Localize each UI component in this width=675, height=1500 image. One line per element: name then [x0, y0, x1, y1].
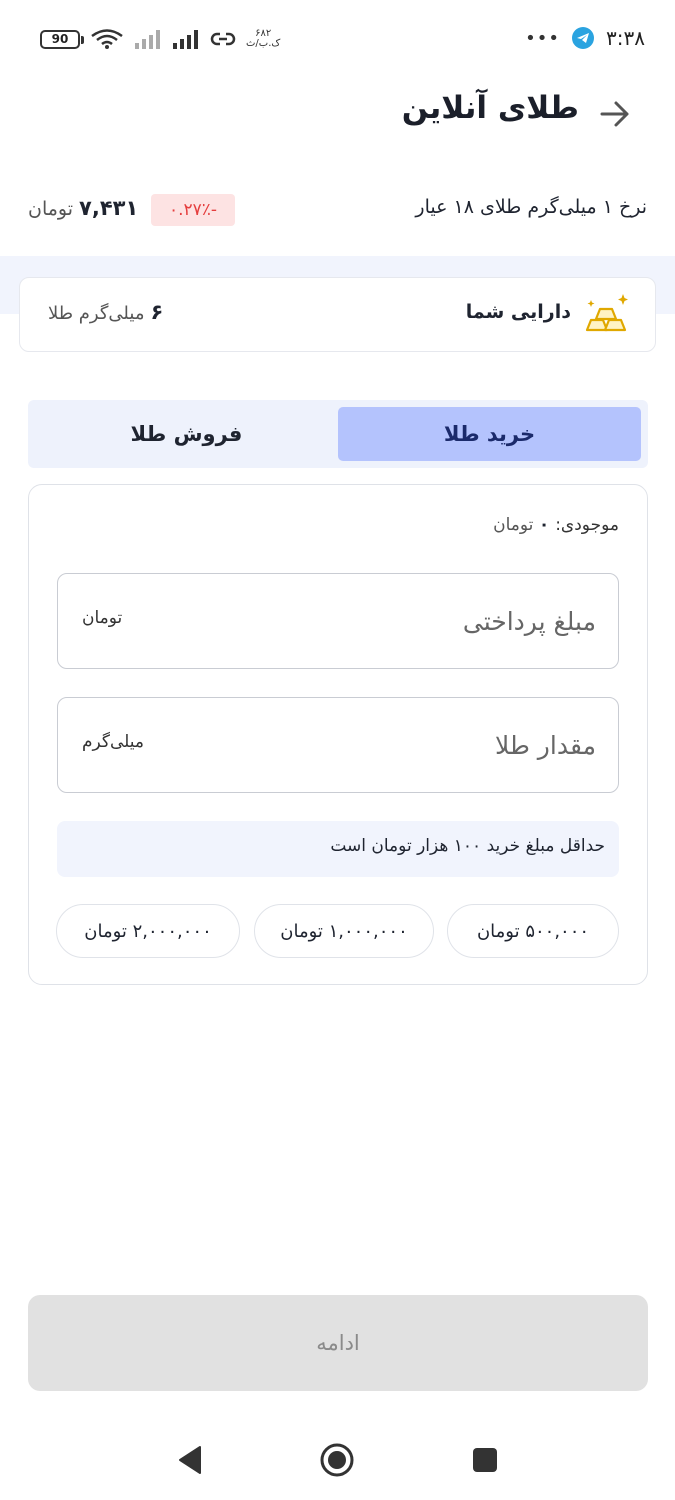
vpn-link-icon	[210, 29, 236, 49]
rate-label: نرخ ۱ میلی‌گرم طلای ۱۸ عیار	[415, 196, 647, 218]
balance-value-group	[493, 515, 549, 535]
circle-home-icon	[319, 1442, 355, 1478]
rate-amount: ۷,۴۳۱	[79, 196, 139, 220]
gold-unit: میلی‌گرم	[82, 732, 145, 752]
wifi-icon	[90, 28, 124, 50]
payment-unit: تومان	[82, 608, 123, 628]
status-left	[40, 26, 280, 52]
arrow-right-icon	[599, 100, 631, 128]
gold-amount-input[interactable]	[216, 720, 596, 770]
status-bar	[0, 0, 675, 76]
back-button[interactable]	[595, 94, 635, 134]
app-header	[0, 84, 675, 140]
buy-sell-tabs	[28, 400, 648, 468]
continue-button[interactable]: ادامه	[28, 1295, 648, 1391]
speed-value: ۶۸۲	[255, 28, 272, 39]
quick-amount-2m[interactable]: ۲,۰۰۰,۰۰۰ تومان	[56, 904, 240, 958]
quick-amount-500k[interactable]: ۵۰۰,۰۰۰ تومان	[447, 904, 619, 958]
signal-icon-2	[172, 29, 200, 49]
square-recents-icon	[471, 1446, 499, 1474]
assets-label: دارایی شما	[465, 301, 571, 323]
nav-recents-button[interactable]	[465, 1440, 505, 1480]
nav-back-button[interactable]	[170, 1440, 210, 1480]
gold-amount-field	[57, 697, 619, 793]
nav-home-button[interactable]	[317, 1440, 357, 1480]
balance-amount: ۰	[538, 515, 550, 535]
gold-rate-row	[0, 190, 675, 232]
assets-amount: ۶	[150, 300, 164, 324]
minimum-purchase-notice	[57, 821, 619, 877]
wallet-balance	[493, 515, 619, 535]
tab-buy-gold[interactable]: خرید طلا	[338, 407, 641, 461]
assets-unit: میلی‌گرم طلا	[48, 303, 145, 324]
status-right	[525, 24, 645, 52]
triangle-back-icon	[176, 1444, 204, 1476]
payment-amount-field	[57, 573, 619, 669]
rate-value	[28, 196, 138, 220]
speed-unit: ک.ب/ث	[246, 38, 281, 49]
more-notifications-icon: •••	[525, 27, 561, 49]
rate-change-badge: -۰.۲۷٪	[151, 194, 235, 226]
assets-value	[48, 300, 163, 324]
telegram-icon	[572, 27, 594, 49]
payment-amount-input[interactable]	[216, 596, 596, 646]
network-speed	[246, 29, 280, 49]
page-title: طلای آنلاین	[401, 90, 579, 126]
battery-icon	[40, 30, 80, 49]
balance-unit: تومان	[493, 515, 534, 535]
assets-card	[19, 277, 656, 352]
rate-unit: تومان	[28, 198, 74, 220]
clock: ۳:۳۸	[606, 26, 645, 50]
notice-text: حداقل مبلغ خرید ۱۰۰ هزار تومان است	[330, 836, 605, 856]
system-nav-bar	[0, 1420, 675, 1500]
quick-amount-1m[interactable]: ۱,۰۰۰,۰۰۰ تومان	[254, 904, 434, 958]
tab-sell-gold[interactable]: فروش طلا	[130, 422, 243, 446]
purchase-form	[28, 484, 648, 985]
gold-bars-icon	[583, 292, 629, 334]
battery-level: 90	[51, 32, 69, 46]
balance-label: موجودی:	[555, 515, 619, 535]
signal-icon-1	[134, 29, 162, 49]
